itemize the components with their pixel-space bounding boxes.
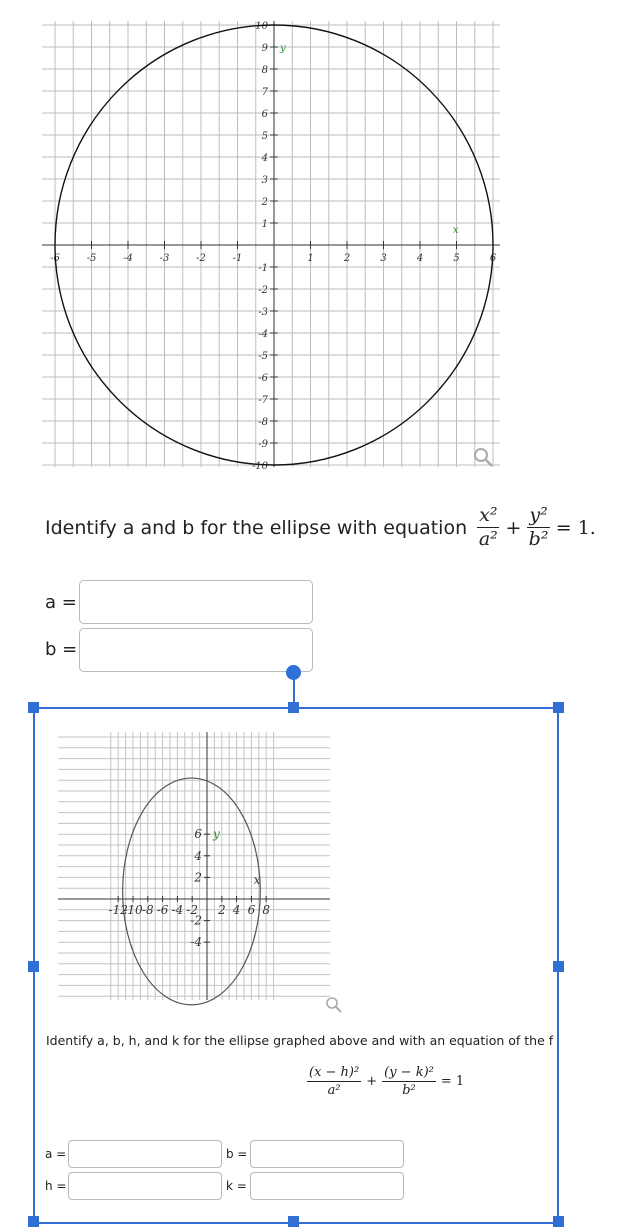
question-1-text: Identify a and b for the ellipse with equation (45, 516, 468, 539)
a-input[interactable] (79, 580, 313, 624)
y-tick-label: -9 (258, 439, 268, 450)
x-tick-label: -8 (141, 903, 154, 917)
y-axis-label: y (213, 827, 220, 842)
y-tick-label: 5 (261, 131, 268, 142)
b-label: b = (45, 639, 78, 660)
b-input[interactable] (79, 628, 313, 672)
y-tick-label: -2 (190, 913, 202, 928)
y-tick-label: 7 (261, 87, 268, 98)
eq1-numerator-x: x² (479, 504, 498, 526)
y-tick-label: -5 (258, 351, 268, 362)
graph-1-canvas (40, 15, 502, 475)
magnifier-icon (327, 998, 337, 1008)
x-tick-label: -10 (123, 903, 143, 917)
graph-2-canvas (50, 728, 350, 1018)
y-tick-label: 6 (194, 827, 202, 842)
question-1-prompt (45, 506, 596, 549)
b2-input[interactable] (250, 1140, 404, 1168)
resize-handle-middle-right[interactable] (553, 961, 564, 972)
eq2-numerator-y: (y − k)² (384, 1065, 434, 1080)
eq1-plus: + (505, 516, 522, 539)
y-tick-label: 2 (261, 197, 268, 208)
a2-input[interactable] (68, 1140, 222, 1168)
y-tick-label: 4 (261, 153, 268, 164)
y-tick-label: -8 (258, 417, 268, 428)
magnifier-icon (475, 449, 487, 461)
b2-label: b = (226, 1147, 248, 1161)
resize-handle-bottom-center[interactable] (288, 1216, 299, 1227)
y-tick-label: 10 (255, 21, 268, 32)
h-label: h = (45, 1179, 67, 1193)
x-axis-label: x (452, 225, 459, 236)
x-tick-label: -6 (50, 253, 60, 264)
x-tick-label: 2 (217, 903, 226, 917)
x-tick-label: 1 (307, 253, 314, 264)
x-tick-label: 6 (247, 903, 256, 917)
y-tick-label: -4 (258, 329, 268, 340)
eq1-tail: = 1. (555, 516, 596, 539)
y-tick-label: -10 (251, 461, 268, 472)
y-tick-label: -3 (258, 307, 268, 318)
ellipse-graph-1 (40, 15, 502, 475)
ellipse-curve (123, 778, 261, 1005)
x-tick-label: -1 (232, 253, 243, 264)
a-label: a = (45, 592, 77, 613)
question-1-equation (477, 506, 596, 549)
y-tick-label: -2 (258, 285, 268, 296)
y-tick-label: -7 (258, 395, 268, 406)
x-tick-label: 4 (416, 253, 424, 264)
y-tick-label: 1 (261, 219, 268, 230)
magnifier-icon-handle (336, 1007, 341, 1012)
y-tick-label: 4 (194, 848, 202, 863)
y-tick-label: -1 (258, 263, 268, 274)
y-tick-label: -6 (258, 373, 268, 384)
x-tick-label: -2 (196, 253, 206, 264)
eq1-denominator-b: b² (528, 528, 549, 550)
x-tick-label: -4 (123, 253, 133, 264)
x-tick-label: -4 (171, 903, 184, 917)
a2-label: a = (45, 1147, 67, 1161)
x-tick-label: 2 (343, 253, 351, 264)
x-tick-label: -12 (108, 903, 128, 917)
question-2-equation (307, 1066, 464, 1097)
x-tick-label: -6 (156, 903, 169, 917)
eq2-tail: = 1 (440, 1074, 465, 1089)
y-axis-label: y (280, 43, 286, 54)
x-tick-label: 4 (232, 903, 241, 917)
x-tick-label: 6 (489, 253, 497, 264)
eq2-denominator-b: b² (402, 1083, 416, 1098)
x-tick-label: -2 (186, 903, 199, 917)
resize-handle-top-right[interactable] (553, 702, 564, 713)
resize-handle-bottom-right[interactable] (553, 1216, 564, 1227)
x-axis-label: x (253, 873, 261, 887)
x-tick-label: 8 (262, 903, 271, 917)
x-tick-label: -5 (86, 253, 97, 264)
eq1-numerator-y: y² (529, 504, 548, 526)
y-tick-label: 9 (261, 43, 268, 54)
eq2-numerator-x: (x − h)² (309, 1065, 360, 1080)
x-tick-label: 3 (380, 253, 387, 264)
k-label: k = (226, 1179, 247, 1193)
eq2-denominator-a: a² (327, 1083, 341, 1098)
y-tick-label: 8 (261, 65, 268, 76)
y-tick-label: 3 (261, 175, 268, 186)
resize-handle-middle-left[interactable] (28, 961, 39, 972)
resize-handle-top-left[interactable] (28, 702, 39, 713)
h-input[interactable] (68, 1172, 222, 1200)
eq2-plus: + (366, 1074, 378, 1089)
y-tick-label: 6 (261, 109, 268, 120)
x-tick-label: 5 (453, 253, 460, 264)
resize-handle-top-center[interactable] (288, 702, 299, 713)
ellipse-graph-2 (50, 728, 350, 1018)
y-tick-label: 2 (194, 870, 202, 885)
k-input[interactable] (250, 1172, 404, 1200)
y-tick-label: -4 (190, 935, 202, 950)
resize-handle-bottom-left[interactable] (28, 1216, 39, 1227)
x-tick-label: -3 (159, 253, 170, 264)
rotate-handle[interactable] (286, 665, 301, 680)
eq1-denominator-a: a² (478, 528, 498, 550)
question-2-text: Identify a, b, h, and k for the ellipse graphed above and with an equation of the f (46, 1033, 554, 1048)
